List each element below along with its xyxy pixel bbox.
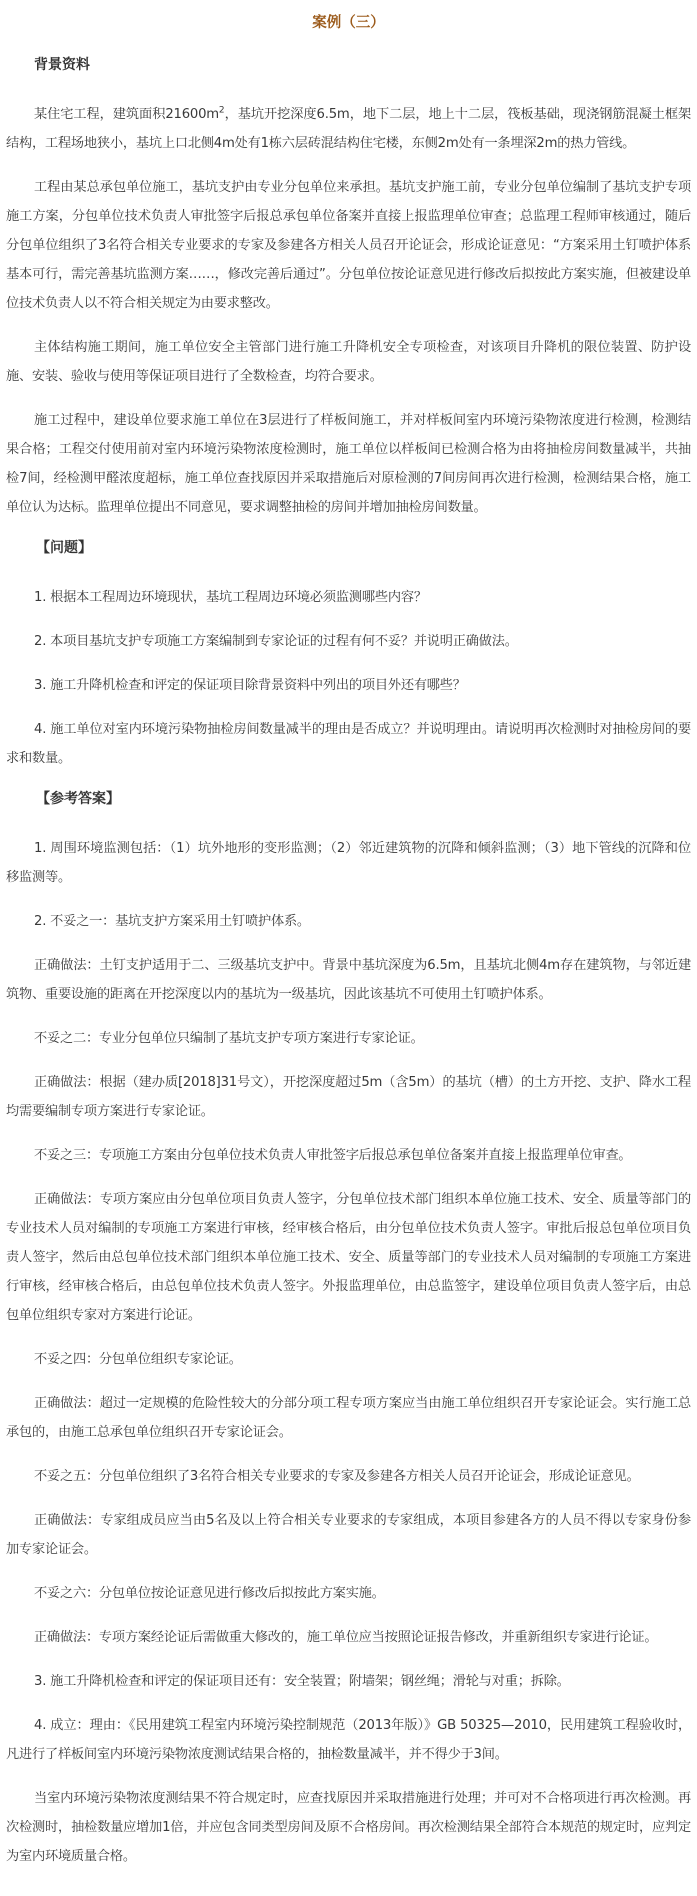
answer-2-issue-4: 不妥之四：分包单位组织专家论证。 <box>34 1352 242 1367</box>
background-p1-text: 某住宅工程，建筑面积21600m <box>34 107 219 122</box>
answer-2-issue-3: 不妥之三：专项施工方案由分包单位技术负责人审批签字后报总承包单位备案并直接上报监理单位审查。 <box>34 1148 632 1163</box>
question-3: 3. 施工升降机检查和评定的保证项目除背景资料中列出的项目外还有哪些？ <box>34 678 466 693</box>
background-paragraph-4: 施工过程中，建设单位要求施工单位在3层进行了样板间施工，并对样板间室内环境污染物浓度进行检测，检测结果合格；工程交付使用前对室内环境污染物浓度检测时，施工单位以样板间已检测合格为由将抽检房间数量减半，共抽检7间，经检测甲醛浓度超标，施工单位查找原因并采取措施后对原检测的7间房间再次进行检测，检测结果合格，施工单位认为达标。监理单位提出不同意见，要求调整抽检的房间并增加抽检房间数量。 <box>6 413 691 515</box>
questions-heading: 【问题】 <box>36 540 92 556</box>
answer-2-issue-5: 不妥之五：分包单位组织了3名符合相关专业要求的专家及参建各方相关人员召开论证会，形成论证意见。 <box>34 1469 640 1484</box>
answer-2-fix-3: 正确做法：专项方案应由分包单位项目负责人签字，分包单位技术部门组织本单位施工技术、安全、质量等部门的专业技术人员对编制的专项施工方案进行审核，经审核合格后，由分包单位技术负责人签字。审批后报总包单位项目负责人签字，然后由总包单位技术部门组织本单位施工技术、安全、质量等部门的专业技术人员对编制的专项施工方案进行审核，经审核合格后，由总包单位技术负责人签字。外报监理单位，由总监签字，建设单位项目负责人签字后，由总包单位组织专家对方案进行论证。 <box>6 1192 691 1323</box>
answer-2-fix-6: 正确做法：专项方案经论证后需做重大修改的，施工单位应当按照论证报告修改，并重新组织专家进行论证。 <box>34 1630 658 1645</box>
question-4: 4. 施工单位对室内环境污染物抽检房间数量减半的理由是否成立？并说明理由。请说明再次检测时对抽检房间的要求和数量。 <box>6 722 691 766</box>
answer-2-fix-5: 正确做法：专家组成员应当由5名及以上符合相关专业要求的专家组成，本项目参建各方的人员不得以专家身份参加专家论证会。 <box>6 1513 691 1557</box>
answer-2-fix-1: 正确做法：土钉支护适用于二、三级基坑支护中。背景中基坑深度为6.5m，且基坑北侧4m存在建筑物，与邻近建筑物、重要设施的距离在开挖深度以内的基坑为一级基坑，因此该基坑不可使用土钉喷护体系。 <box>6 958 691 1002</box>
background-paragraph-1 <box>6 100 691 158</box>
answer-4-retest: 当室内环境污染物浓度测结果不符合规定时，应查找原因并采取措施进行处理；并可对不合格项进行再次检测。再次检测时，抽检数量应增加1倍，并应包含同类型房间及原不合格房间。再次检测结果全部符合本规范的规定时，应判定为室内环境质量合格。 <box>6 1791 691 1864</box>
case-title: 案例（三） <box>312 15 385 31</box>
background-heading: 背景资料 <box>34 57 90 73</box>
answer-2-issue-2: 不妥之二：专业分包单位只编制了基坑支护专项方案进行专家论证。 <box>34 1031 424 1046</box>
superscript-2: 2 <box>218 105 225 116</box>
answers-heading: 【参考答案】 <box>36 791 120 807</box>
answer-3: 3. 施工升降机检查和评定的保证项目还有：安全装置；附墙架；钢丝绳；滑轮与对重；拆除。 <box>34 1674 570 1689</box>
question-2: 2. 本项目基坑支护专项施工方案编制到专家论证的过程有何不妥？并说明正确做法。 <box>34 634 518 649</box>
answer-2-fix-4: 正确做法：超过一定规模的危险性较大的分部分项工程专项方案应当由施工单位组织召开专家论证会。实行施工总承包的，由施工总承包单位组织召开专家论证会。 <box>6 1396 691 1440</box>
answer-2-issue-1: 2. 不妥之一：基坑支护方案采用土钉喷护体系。 <box>34 914 310 929</box>
answer-1: 1. 周围环境监测包括：（1）坑外地形的变形监测；（2）邻近建筑物的沉降和倾斜监测；（3）地下管线的沉降和位移监测等。 <box>6 841 691 885</box>
answer-2-fix-2: 正确做法：根据（建办质[2018]31号文），开挖深度超过5m（含5m）的基坑（槽）的土方开挖、支护、降水工程均需要编制专项方案进行专家论证。 <box>6 1075 691 1119</box>
answer-4: 4. 成立：理由：《民用建筑工程室内环境污染控制规范（2013年版）》GB 50325—2010，民用建筑工程验收时，凡进行了样板间室内环境污染物浓度测试结果合格的，抽检数量减半，并不得少于3间。 <box>6 1718 691 1762</box>
background-p1-text-cont: ，基坑开挖深度6.5m，地下二层，地上十二层，筏板基础，现浇钢筋混凝土框架结构，工程场地狭小，基坑上口北侧4m处有1栋六层砖混结构住宅楼，东侧2m处有一条埋深2m的热力管线。 <box>6 107 691 151</box>
background-paragraph-3: 主体结构施工期间，施工单位安全主管部门进行施工升降机安全专项检查，对该项目升降机的限位装置、防护设施、安装、验收与使用等保证项目进行了全数检查，均符合要求。 <box>6 340 691 384</box>
answer-2-issue-6: 不妥之六：分包单位按论证意见进行修改后拟按此方案实施。 <box>34 1586 385 1601</box>
question-1: 1. 根据本工程周边环境现状，基坑工程周边环境必须监测哪些内容？ <box>34 590 427 605</box>
background-paragraph-2: 工程由某总承包单位施工，基坑支护由专业分包单位来承担。基坑支护施工前，专业分包单位编制了基坑支护专项施工方案，分包单位技术负责人审批签字后报总承包单位备案并直接上报监理单位审查；总监理工程师审核通过，随后分包单位组织了3名符合相关专业要求的专家及参建各方相关人员召开论证会，形成论证意见：“方案采用土钉喷护体系基本可行，需完善基坑监测方案……，修改完善后通过”。分包单位按论证意见进行修改后拟按此方案实施，但被建设单位技术负责人以不符合相关规定为由要求整改。 <box>6 180 691 311</box>
